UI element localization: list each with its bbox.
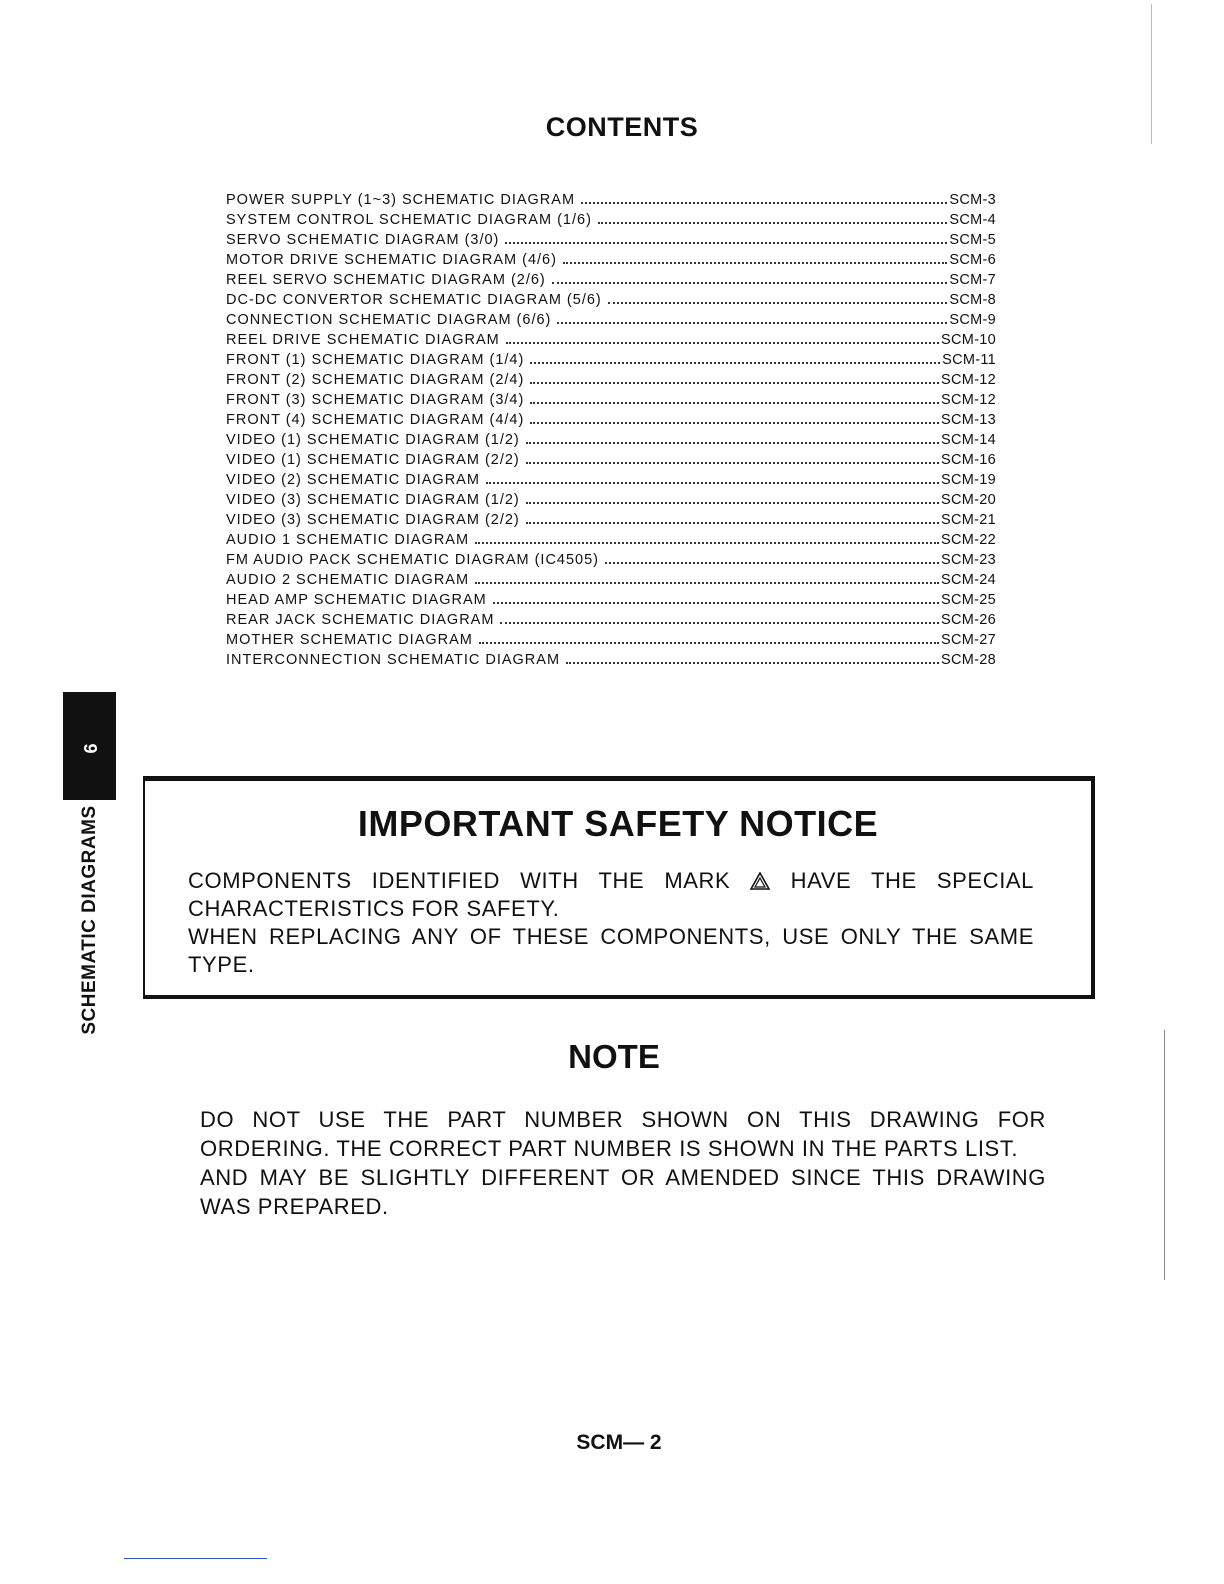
toc-entry bbox=[226, 392, 996, 412]
toc-entry-label: REEL DRIVE SCHEMATIC DIAGRAM bbox=[226, 332, 500, 348]
toc-entry bbox=[226, 292, 996, 312]
toc-leader-dots bbox=[605, 562, 939, 564]
toc-entry-label: FM AUDIO PACK SCHEMATIC DIAGRAM (IC4505) bbox=[226, 552, 600, 568]
toc-entry-label: VIDEO (2) SCHEMATIC DIAGRAM bbox=[226, 472, 480, 488]
toc-leader-dots bbox=[530, 382, 939, 384]
toc-entry bbox=[226, 452, 996, 472]
toc-entry-page: SCM-22 bbox=[941, 532, 996, 548]
toc-leader-dots bbox=[526, 462, 939, 464]
section-number: 9 bbox=[80, 743, 100, 754]
toc-entry bbox=[226, 592, 996, 612]
toc-entry-page: SCM-20 bbox=[941, 492, 996, 508]
toc-entry bbox=[226, 492, 996, 512]
note-title: NOTE bbox=[568, 1038, 660, 1075]
toc-entry-page: SCM-8 bbox=[949, 292, 996, 308]
toc-leader-dots bbox=[475, 542, 939, 544]
toc-entry bbox=[226, 512, 996, 532]
toc-entry bbox=[226, 312, 996, 332]
toc-entry bbox=[226, 472, 996, 492]
toc-leader-dots bbox=[486, 482, 939, 484]
toc-leader-dots bbox=[493, 602, 939, 604]
toc-entry-page: SCM-5 bbox=[949, 232, 996, 248]
toc-entry bbox=[226, 612, 996, 632]
note-line-3: AND MAY BE SLIGHTLY DIFFERENT OR AMENDED SINCE THIS DRAWING bbox=[200, 1165, 1046, 1190]
toc-entry-label: FRONT (2) SCHEMATIC DIAGRAM (2/4) bbox=[226, 372, 525, 388]
toc-entry bbox=[226, 572, 996, 592]
toc-entry bbox=[226, 332, 996, 352]
toc-entry-label: CONNECTION SCHEMATIC DIAGRAM (6/6) bbox=[226, 312, 552, 328]
toc-entry-page: SCM-10 bbox=[941, 332, 996, 348]
toc-leader-dots bbox=[506, 342, 939, 344]
toc-entry-label: AUDIO 2 SCHEMATIC DIAGRAM bbox=[226, 572, 470, 588]
toc-entry-page: SCM-14 bbox=[941, 432, 996, 448]
toc-leader-dots bbox=[598, 222, 947, 224]
toc-leader-dots bbox=[563, 262, 947, 264]
toc-leader-dots bbox=[530, 422, 939, 424]
toc-entry bbox=[226, 232, 996, 252]
toc-leader-dots bbox=[475, 582, 939, 584]
toc-entry-page: SCM-7 bbox=[949, 272, 996, 288]
toc-entry-page: SCM-13 bbox=[941, 412, 996, 428]
toc-entry-label: REAR JACK SCHEMATIC DIAGRAM bbox=[226, 612, 495, 628]
toc-entry-label: SYSTEM CONTROL SCHEMATIC DIAGRAM (1/6) bbox=[226, 212, 592, 228]
toc-entry bbox=[226, 272, 996, 292]
toc-leader-dots bbox=[581, 202, 947, 204]
toc-entry-page: SCM-28 bbox=[941, 652, 996, 668]
toc-entry-label: HEAD AMP SCHEMATIC DIAGRAM bbox=[226, 592, 487, 608]
toc-entry-label: VIDEO (1) SCHEMATIC DIAGRAM (1/2) bbox=[226, 432, 520, 448]
toc-entry-page: SCM-6 bbox=[949, 252, 996, 268]
note-line-4: WAS PREPARED. bbox=[200, 1194, 389, 1219]
toc-entry-label: MOTOR DRIVE SCHEMATIC DIAGRAM (4/6) bbox=[226, 252, 557, 268]
toc-entry-page: SCM-4 bbox=[949, 212, 996, 228]
toc-entry-page: SCM-25 bbox=[941, 592, 996, 608]
toc-entry bbox=[226, 192, 996, 212]
toc-entry bbox=[226, 552, 996, 572]
contents-list bbox=[226, 192, 996, 672]
toc-leader-dots bbox=[608, 302, 948, 304]
safety-notice-line-3: WHEN REPLACING ANY OF THESE COMPONENTS, USE ONLY THE SAME bbox=[188, 924, 1034, 949]
toc-entry-page: SCM-26 bbox=[941, 612, 996, 628]
safety-notice-title: IMPORTANT SAFETY NOTICE bbox=[357, 803, 879, 844]
toc-entry-page: SCM-3 bbox=[949, 192, 996, 208]
toc-entry-label: FRONT (1) SCHEMATIC DIAGRAM (1/4) bbox=[226, 352, 525, 368]
scan-bottom-rule bbox=[124, 1558, 267, 1559]
toc-leader-dots bbox=[557, 322, 947, 324]
toc-entry bbox=[226, 432, 996, 452]
toc-entry-label: VIDEO (3) SCHEMATIC DIAGRAM (2/2) bbox=[226, 512, 520, 528]
toc-entry bbox=[226, 652, 996, 672]
toc-leader-dots bbox=[530, 362, 940, 364]
toc-entry-label: POWER SUPPLY (1~3) SCHEMATIC DIAGRAM bbox=[226, 192, 576, 208]
section-tab bbox=[63, 692, 116, 800]
section-label: SCHEMATIC DIAGRAMS bbox=[79, 805, 100, 1035]
toc-entry-page: SCM-16 bbox=[941, 452, 996, 468]
toc-entry-label: AUDIO 1 SCHEMATIC DIAGRAM bbox=[226, 532, 470, 548]
toc-entry bbox=[226, 632, 996, 652]
toc-entry-page: SCM-23 bbox=[941, 552, 996, 568]
safety-notice-line-1-start: COMPONENTS IDENTIFIED WITH THE MARK bbox=[188, 868, 731, 893]
toc-leader-dots bbox=[500, 622, 939, 624]
toc-entry-label: REEL SERVO SCHEMATIC DIAGRAM (2/6) bbox=[226, 272, 546, 288]
toc-leader-dots bbox=[526, 442, 939, 444]
toc-entry-page: SCM-9 bbox=[949, 312, 996, 328]
toc-entry-label: FRONT (4) SCHEMATIC DIAGRAM (4/4) bbox=[226, 412, 525, 428]
toc-leader-dots bbox=[530, 402, 939, 404]
page-number: SCM— 2 bbox=[576, 1431, 662, 1454]
safety-notice-line-2: CHARACTERISTICS FOR SAFETY. bbox=[188, 896, 560, 921]
warning-triangle-icon bbox=[750, 872, 770, 890]
toc-entry bbox=[226, 412, 996, 432]
note-line-1: DO NOT USE THE PART NUMBER SHOWN ON THIS DRAWING FOR bbox=[200, 1107, 1046, 1132]
contents-title: CONTENTS bbox=[545, 112, 699, 142]
toc-entry-label: DC-DC CONVERTOR SCHEMATIC DIAGRAM (5/6) bbox=[226, 292, 602, 308]
toc-entry bbox=[226, 252, 996, 272]
toc-entry-page: SCM-19 bbox=[941, 472, 996, 488]
toc-entry-label: VIDEO (3) SCHEMATIC DIAGRAM (1/2) bbox=[226, 492, 520, 508]
toc-entry-label: INTERCONNECTION SCHEMATIC DIAGRAM bbox=[226, 652, 561, 668]
toc-entry-page: SCM-24 bbox=[941, 572, 996, 588]
toc-entry-page: SCM-21 bbox=[941, 512, 996, 528]
toc-leader-dots bbox=[552, 282, 948, 284]
toc-entry-label: VIDEO (1) SCHEMATIC DIAGRAM (2/2) bbox=[226, 452, 520, 468]
toc-entry bbox=[226, 372, 996, 392]
toc-leader-dots bbox=[526, 502, 939, 504]
toc-leader-dots bbox=[566, 662, 939, 664]
toc-entry-label: MOTHER SCHEMATIC DIAGRAM bbox=[226, 632, 473, 648]
note-body bbox=[200, 1105, 1046, 1221]
toc-entry-page: SCM-12 bbox=[941, 392, 996, 408]
note-line-2: ORDERING. THE CORRECT PART NUMBER IS SHOWN IN THE PARTS LIST. bbox=[200, 1136, 1019, 1161]
safety-notice-line-4: TYPE. bbox=[188, 952, 255, 977]
toc-entry-page: SCM-12 bbox=[941, 372, 996, 388]
toc-leader-dots bbox=[479, 642, 939, 644]
toc-entry bbox=[226, 352, 996, 372]
safety-notice-body bbox=[188, 867, 1034, 979]
toc-leader-dots bbox=[526, 522, 939, 524]
safety-notice-line-1 bbox=[188, 867, 1034, 895]
toc-entry-page: SCM-11 bbox=[942, 352, 996, 368]
toc-entry-label: FRONT (3) SCHEMATIC DIAGRAM (3/4) bbox=[226, 392, 525, 408]
toc-entry-label: SERVO SCHEMATIC DIAGRAM (3/0) bbox=[226, 232, 500, 248]
safety-notice-line-1-end: HAVE THE SPECIAL bbox=[790, 868, 1035, 893]
toc-entry bbox=[226, 532, 996, 552]
toc-leader-dots bbox=[505, 242, 947, 244]
toc-entry-page: SCM-27 bbox=[941, 632, 996, 648]
toc-entry bbox=[226, 212, 996, 232]
safety-notice-box bbox=[143, 776, 1095, 999]
